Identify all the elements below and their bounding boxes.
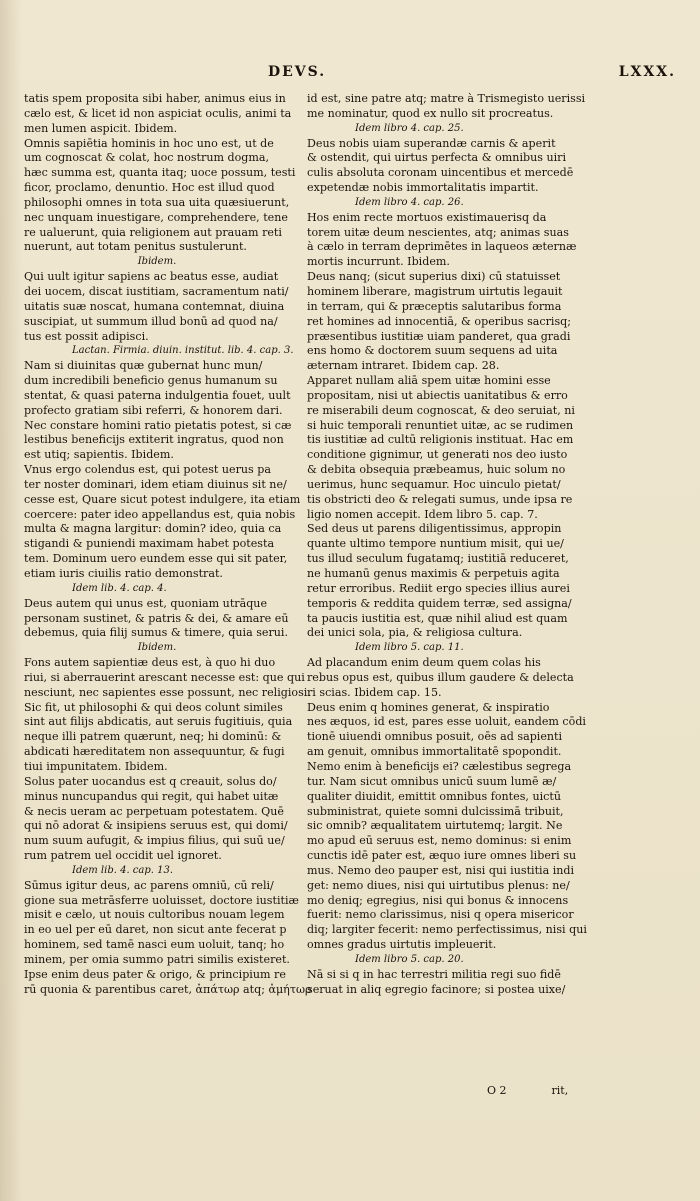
text-line: num suum aufugit, & impius filius, qui suū ue/ xyxy=(24,834,285,848)
text-line: Sic fit, ut philosophi & qui deos colunt similes xyxy=(24,700,283,714)
text-line: rū quonia & parentibus caret, ἀπάτωρ atq; ἀμήτωρ xyxy=(24,982,312,996)
text-line: nesciunt, nec sapientes esse possunt, nec religiosi. xyxy=(24,685,311,699)
text-line: à cælo in terram deprimētes in laqueos æternæ xyxy=(307,240,577,254)
text-line: mortis incurrunt. Ibidem. xyxy=(307,255,450,269)
text-line: men lumen aspicit. Ibidem. xyxy=(24,121,178,135)
text-line: tionē uiuendi omnibus posuit, oēs ad sapienti xyxy=(307,730,563,744)
text-line: minem, per omia summo patri similis existeret. xyxy=(24,952,290,966)
text-line: qualiter diuidit, emittit omnibus fontes, uictū xyxy=(307,789,561,803)
text-line: propositam, nisi ut abiectis uanitatibus & erro xyxy=(307,388,568,402)
text-line: ter noster dominari, idem etiam diuinus sit ne/ xyxy=(24,477,287,491)
text-line: id est, sine patre atq; matre à Trismegisto uerissi xyxy=(307,92,586,105)
text-line: cælo est, & licet id non aspiciat oculis, animi ta xyxy=(24,106,292,120)
text-line: Ad placandum enim deum quem colas his xyxy=(307,656,541,670)
text-line: hæc summa est, quanta itaq; uoce possum, testi xyxy=(24,166,296,180)
text-line: misit e cælo, ut nouis cultoribus nouam legem xyxy=(24,908,285,922)
text-line: tur. Nam sicut omnibus unicū suum lumē æ/ xyxy=(307,774,557,788)
text-line: uerimus, hunc sequamur. Hoc uinculo pietat/ xyxy=(307,477,561,491)
folio-number: LXXX. xyxy=(618,64,676,80)
text-line: Nā si si q in hac terrestri militia regi suo fidē xyxy=(307,967,561,981)
signature-mark: O 2 xyxy=(487,1084,507,1097)
text-line: Nemo enim à beneficijs ei? cælestibus segrega xyxy=(307,759,572,773)
text-line: rum patrem uel occidit uel ignoret. xyxy=(24,849,222,863)
text-line: Idem libro 5. cap. 11. xyxy=(355,642,464,654)
text-line: riui, si aberrauerint arescant necesse est: que qui xyxy=(24,670,305,684)
text-line: subministrat, quiete somni dulcissimā tribuit, xyxy=(307,804,564,818)
text-line: fuerit: nemo clarissimus, nisi q opera misericor xyxy=(307,908,574,922)
text-line: culis absoluta coronam uincentibus et mercedē xyxy=(307,166,574,180)
text-line: re miserabili deum cognoscat, & deo seruiat, ni xyxy=(307,403,575,417)
text-line: Idem libro 4. cap. 25. xyxy=(355,122,464,134)
text-line: nec unquam inuestigare, comprehendere, tene xyxy=(24,210,288,224)
text-line: & ostendit, qui uirtus perfecta & omnibus uiri xyxy=(307,151,566,165)
text-line: omnes gradus uirtutis impleuerit. xyxy=(307,938,497,952)
text-line: ligio nomen accepit. Idem libro 5. cap. 7. xyxy=(307,507,538,521)
text-line: debemus, quia filij sumus & timere, quia serui. xyxy=(24,626,288,640)
text-line: neque illi patrem quærunt, neq; hi dominū: & xyxy=(24,730,282,744)
text-line: & debita obsequia præbeamus, huic solum no xyxy=(307,463,566,477)
text-line: multa & magna largitur: domin? ideo, quia ca xyxy=(24,522,282,536)
text-line: hominem liberare, magistrum uirtutis legauit xyxy=(307,284,563,298)
text-line: mo deniq; egregius, nisi qui bonus & innocens xyxy=(307,893,569,907)
text-line: cunctis idē pater est, æquo iure omnes liberi su xyxy=(307,849,577,863)
text-line: in eo uel per eū daret, non sicut ante fecerat p xyxy=(24,923,287,937)
text-line: coercere: pater ideo appellandus est, quia nobis xyxy=(24,507,296,521)
text-line: stentat, & quasi paterna indulgentia fouet, uult xyxy=(24,388,291,402)
text-line: tus est possit adipisci. xyxy=(24,329,149,343)
text-line: tus illud seculum fugatamq; iustitiā reduceret, xyxy=(307,552,569,566)
text-line: tiui impunitatem. Ibidem. xyxy=(24,759,168,773)
text-line: lestibus beneficijs extiterit ingratus, quod non xyxy=(24,433,284,447)
text-line: Sūmus igitur deus, ac parens omniū, cū reli/ xyxy=(24,878,274,892)
text-line: tis iustitiæ ad cultū religionis instituat. Hac em xyxy=(307,433,574,447)
text-line: seruat in aliq egregio facinore; si postea uixe/ xyxy=(307,982,566,996)
text-line: Ibidem. xyxy=(137,256,177,268)
text-line: Idem lib. 4. cap. 4. xyxy=(72,582,167,594)
text-line: Apparet nullam aliā spem uitæ homini esse xyxy=(307,374,551,388)
text-line: nes æquos, id est, pares esse uoluit, eandem cōdi xyxy=(307,715,586,729)
text-line: tatis spem proposita sibi haber, animus eius in xyxy=(24,92,286,105)
page-footer xyxy=(487,1084,568,1097)
text-line: um cognoscat & colat, hoc nostrum dogma, xyxy=(24,151,270,165)
text-line: ta paucis iustitia est, quæ nihil aliud est quam xyxy=(307,611,568,625)
text-line: minus nuncupandus qui regit, qui habet uitæ xyxy=(24,789,279,803)
text-line: & necis ueram ac perpetuam potestatem. Quē xyxy=(24,804,284,818)
text-line: abdicati hæreditatem non assequuntur, & fugi xyxy=(24,745,285,759)
text-line: stigandi & puniendi maximam habet potesta xyxy=(24,537,275,551)
text-line: Sed deus ut parens diligentissimus, appropin xyxy=(307,522,562,536)
text-line: præsentibus iustitiæ uiam panderet, qua gradi xyxy=(307,329,571,343)
text-line: æternam intraret. Ibidem cap. 28. xyxy=(307,359,500,373)
text-line: expetendæ nobis immortalitatis impartit. xyxy=(307,181,539,195)
catchword: rit, xyxy=(551,1084,569,1097)
text-line: Nec constare homini ratio pietatis potest, si cæ xyxy=(24,418,292,432)
text-line: conditione gignimur, ut generati nos deo iusto xyxy=(307,448,568,462)
text-line: uitatis suæ noscat, humana contemnat, diuina xyxy=(24,299,285,313)
text-line: qui nō adorat & insipiens seruus est, qui domi/ xyxy=(24,819,288,833)
text-line: si huic temporali renuntiet uitæ, ac se rudimen xyxy=(307,418,574,432)
text-line: Ibidem. xyxy=(137,642,177,654)
text-line: re ualuerunt, quia religionem aut prauam reti xyxy=(24,225,282,239)
text-line: ret homines ad innocentiā, & operibus sacrisq; xyxy=(307,314,571,328)
text-line: suscipiat, ut summum illud bonū ad quod na/ xyxy=(24,314,278,328)
text-line: ficor, proclamo, denuntio. Hoc est illud quod xyxy=(24,181,275,195)
text-line: me nominatur, quod ex nullo sit procreatus. xyxy=(307,106,554,120)
text-line: Fons autem sapientiæ deus est, à quo hi duo xyxy=(24,656,276,670)
text-line: Qui uult igitur sapiens ac beatus esse, audiat xyxy=(24,270,279,284)
text-line: philosophi omnes in tota sua uita quæsiuerunt, xyxy=(24,195,290,209)
text-line: Deus nobis uiam superandæ carnis & aperit xyxy=(307,136,556,150)
text-line: nuerunt, aut totam penitus sustulerunt. xyxy=(24,240,247,254)
text-line: temporis & reddita quidem terræ, sed assigna/ xyxy=(307,596,572,610)
text-line: sic omnib? æqualitatem uirtutemq; largit. Ne xyxy=(307,819,563,833)
text-line: Deus autem qui unus est, quoniam utrāque xyxy=(24,596,268,610)
page-header xyxy=(0,64,700,86)
text-line: ens homo & doctorem suum sequens ad uita xyxy=(307,344,558,358)
text-line: personam sustinet, & patris & dei, & amare eū xyxy=(24,611,289,625)
text-line: rebus opus est, quibus illum gaudere & delecta xyxy=(307,670,574,684)
text-line: Nam si diuinitas quæ gubernat hunc mun/ xyxy=(24,359,263,373)
text-line: mus. Nemo deo pauper est, nisi qui iustitia indi xyxy=(307,863,575,877)
text-line: tis obstricti deo & relegati sumus, unde ipsa re xyxy=(307,492,573,506)
text-line: dei unici sola, pia, & religiosa cultura. xyxy=(307,626,523,640)
text-line: quante ultimo tempore nuntium misit, qui ue/ xyxy=(307,537,564,551)
text-line: ri scias. Ibidem cap. 15. xyxy=(307,685,442,699)
text-line: dum incredibili beneficio genus humanum su xyxy=(24,374,278,388)
text-line: Ipse enim deus pater & origo, & principium re xyxy=(24,967,286,981)
text-line: Idem lib. 4. cap. 13. xyxy=(72,864,174,876)
text-line: in terram, qui & præceptis salutaribus forma xyxy=(307,299,562,313)
text-line: Idem libro 5. cap. 20. xyxy=(355,953,464,965)
right-text-column xyxy=(307,92,587,997)
text-line: Solus pater uocandus est q creauit, solus do/ xyxy=(24,774,277,788)
left-text-column xyxy=(24,92,312,997)
text-line: get: nemo diues, nisi qui uirtutibus plenus: ne/ xyxy=(307,878,570,892)
text-line: Vnus ergo colendus est, qui potest uerus pa xyxy=(24,463,271,477)
text-line: mo apud eū seruus est, nemo dominus: si enim xyxy=(307,834,572,848)
text-line: hominem, sed tamē nasci eum uoluit, tanq; ho xyxy=(24,938,285,952)
text-line: torem uitæ deum nescientes, atq; animas suas xyxy=(307,225,569,239)
text-line: gione sua metrāsferre uoluisset, doctore iustitiæ xyxy=(24,893,299,907)
text-line: tem. Dominum uero eundem esse qui sit pater, xyxy=(24,552,288,566)
text-line: Deus nanq; (sicut superius dixi) cū statuisset xyxy=(307,270,561,284)
text-line: Hos enim recte mortuos existimauerisq da xyxy=(307,210,547,224)
text-line: sint aut filijs abdicatis, aut seruis fugitiuis, quia xyxy=(24,715,293,729)
text-line: am genuit, omnibus immortalitatē spopondit. xyxy=(307,745,562,759)
text-line: retur erroribus. Rediit ergo species illius aurei xyxy=(307,581,570,595)
text-line: est utiq; sapientis. Ibidem. xyxy=(24,448,174,462)
text-line: Lactan. Firmia. diuin. institut. lib. 4. cap. 3. xyxy=(72,345,294,357)
text-line: ne humanū genus maximis & perpetuis agita xyxy=(307,567,560,580)
text-line: profecto gratiam sibi referri, & honorem dari. xyxy=(24,403,283,417)
text-line: Idem libro 4. cap. 26. xyxy=(355,196,464,208)
text-line: etiam iuris ciuilis ratio demonstrat. xyxy=(24,567,223,580)
text-line: Omnis sapiētia hominis in hoc uno est, ut de xyxy=(24,136,274,150)
text-line: diq; largiter fecerit: nemo perfectissimus, nisi qui xyxy=(307,923,587,937)
text-line: dei uocem, discat iustitiam, sacramentum nati/ xyxy=(24,284,289,298)
running-title: DEVS. xyxy=(268,64,327,80)
text-line: cesse est, Quare sicut potest indulgere, ita etiam xyxy=(24,492,301,506)
text-line: Deus enim q homines generat, & inspiratio xyxy=(307,700,550,714)
